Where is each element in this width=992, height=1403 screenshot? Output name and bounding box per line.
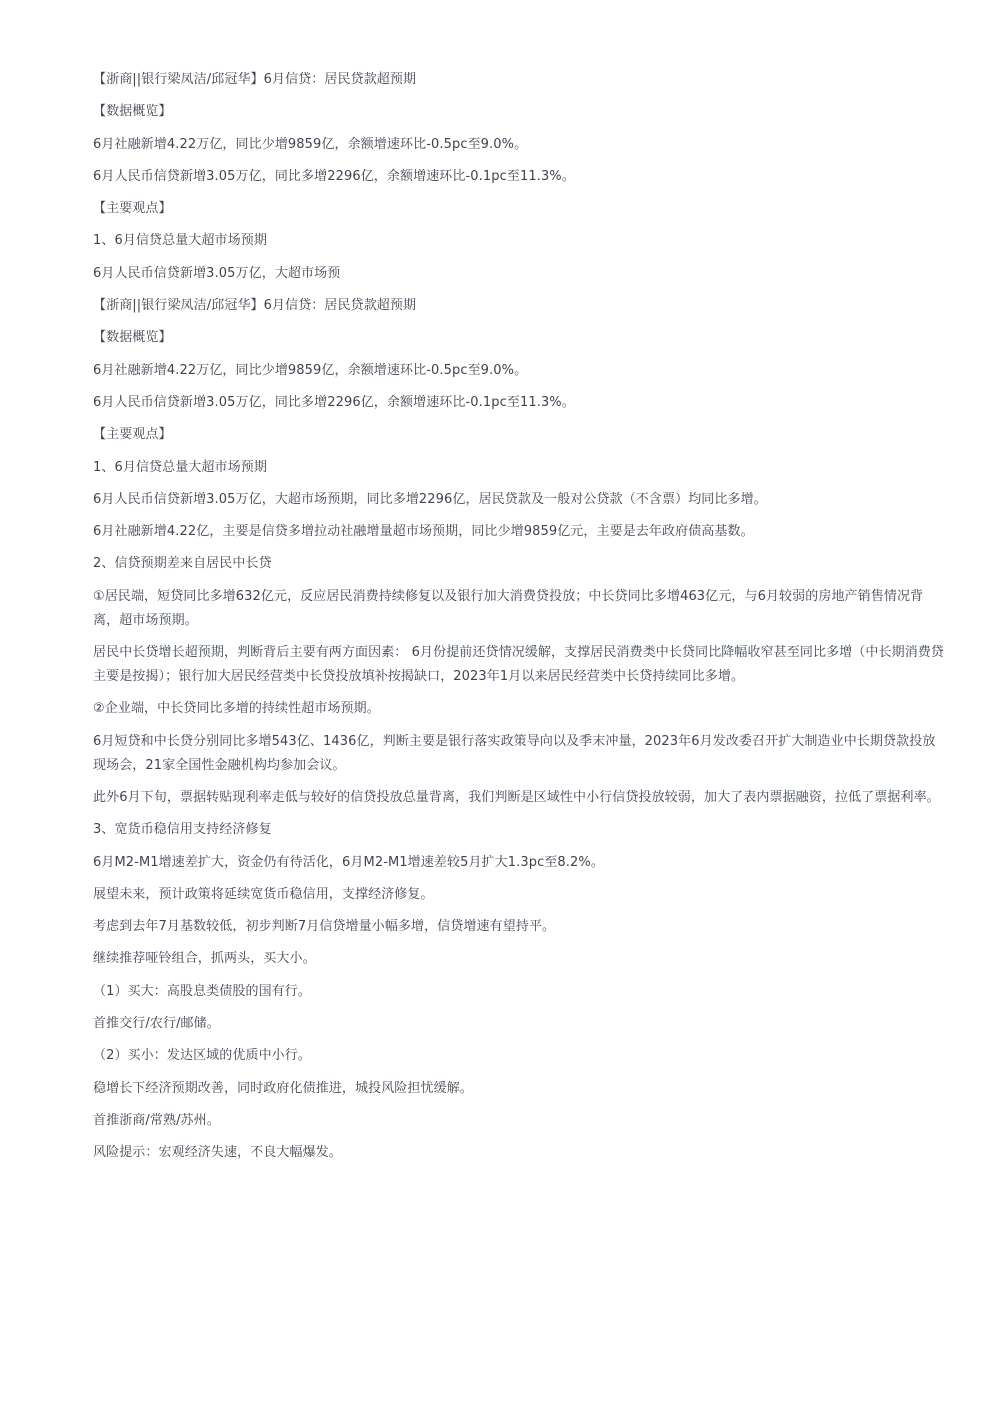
paragraph: （1）买大：高股息类债股的国有行。 — [93, 983, 311, 999]
section-heading-data-overview: 【数据概览】 — [93, 104, 172, 120]
paragraph: 首推交行/农行/邮储。 — [93, 1016, 220, 1032]
paragraph: 6月短贷和中长贷分别同比多增543亿、1436亿，判断主要是银行落实政策导向以及季末冲量，2023年6月发改委召开扩大制造业中长期贷款投放现场会，21家全国性金融机构均参加会议。 — [93, 733, 936, 773]
paragraph: ①居民端，短贷同比多增632亿元，反应居民消费持续修复以及银行加大消费贷投放；中长贷同比多增463亿元，与6月较弱的房地产销售情况背离，超市场预期。 — [93, 588, 924, 628]
subsection-heading: 3、宽货币稳信用支持经济修复 — [93, 822, 272, 838]
subsection-heading: 2、信贷预期差来自居民中长贷 — [93, 556, 272, 572]
paragraph: （2）买小：发达区域的优质中小行。 — [93, 1048, 311, 1064]
paragraph: 居民中长贷增长超预期，判断背后主要有两方面因素： 6月份提前还贷情况缓解，支撑居民消费类中长贷同比降幅收窄甚至同比多增（中长期消费贷主要是按揭）；银行加大居民经营类中长贷投放填补按揭缺口，2023年1月以来居民经营类中长贷持续同比多增。 — [93, 645, 945, 685]
paragraph: 6月社融新增4.22万亿，同比少增9859亿，余额增速环比-0.5pc至9.0%。 — [93, 362, 528, 378]
risk-warning: 风险提示：宏观经济失速，不良大幅爆发。 — [93, 1145, 342, 1161]
paragraph: 6月人民币信贷新增3.05万亿，大超市场预期，同比多增2296亿，居民贷款及一般对公贷款（不含票）均同比多增。 — [93, 491, 767, 507]
paragraph: 考虑到去年7月基数较低，初步判断7月信贷增量小幅多增，信贷增速有望持平。 — [93, 919, 556, 935]
paragraph: 展望未来，预计政策将延续宽货币稳信用，支撑经济修复。 — [93, 886, 434, 902]
paragraph: 6月社融新增4.22亿，主要是信贷多增拉动社融增量超市场预期，同比少增9859亿元，主要是去年政府债高基数。 — [93, 524, 754, 540]
section-heading-data-overview: 【数据概览】 — [93, 330, 172, 346]
article-title: 【浙商||银行梁凤洁/邱冠华】6月信贷：居民贷款超预期 — [93, 72, 417, 87]
paragraph: 稳增长下经济预期改善，同时政府化债推进，城投风险担忧缓解。 — [93, 1080, 473, 1096]
paragraph: 此外6月下旬，票据转贴现利率走低与较好的信贷投放总量背离，我们判断是区域性中小行信贷投放较弱，加大了表内票据融资，拉低了票据利率。 — [93, 789, 940, 805]
article-title-repeat: 【浙商||银行梁凤洁/邱冠华】6月信贷：居民贷款超预期 — [93, 298, 417, 314]
paragraph: 6月人民币信贷新增3.05万亿，同比多增2296亿，余额增速环比-0.1pc至11.3%。 — [93, 394, 575, 410]
subsection-heading: 1、6月信贷总量大超市场预期 — [93, 233, 267, 249]
paragraph: 继续推荐哑铃组合，抓两头，买大小。 — [93, 951, 316, 967]
article-body — [93, 68, 945, 1174]
subsection-heading: 1、6月信贷总量大超市场预期 — [93, 459, 267, 475]
paragraph: 首推浙商/常熟/苏州。 — [93, 1112, 220, 1128]
paragraph: ②企业端，中长贷同比多增的持续性超市场预期。 — [93, 701, 380, 717]
section-heading-main-views: 【主要观点】 — [93, 427, 172, 443]
paragraph: 6月人民币信贷新增3.05万亿，大超市场预 — [93, 265, 341, 281]
paragraph: 6月社融新增4.22万亿，同比少增9859亿，余额增速环比-0.5pc至9.0%。 — [93, 136, 528, 152]
paragraph: 6月人民币信贷新增3.05万亿，同比多增2296亿，余额增速环比-0.1pc至11.3%。 — [93, 168, 575, 184]
section-heading-main-views: 【主要观点】 — [93, 201, 172, 217]
paragraph: 6月M2-M1增速差扩大，资金仍有待活化，6月M2-M1增速差较5月扩大1.3pc至8.2%。 — [93, 854, 604, 870]
